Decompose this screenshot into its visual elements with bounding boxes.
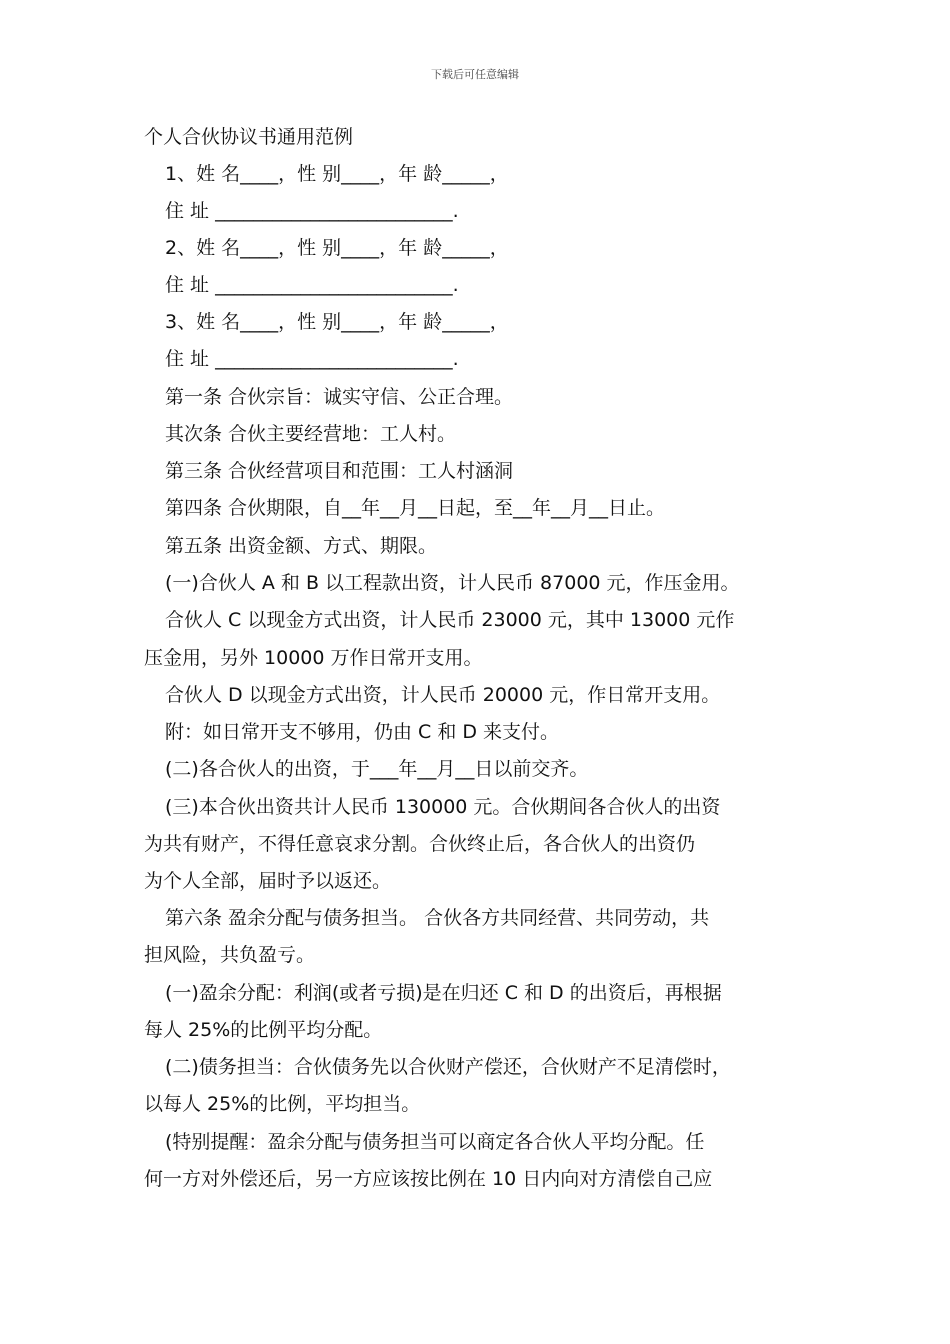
paragraph-line: 压金用，另外 10000 万作日常开支用。 [144, 647, 483, 669]
article-5-item-3: (三)本合伙出资共计人民币 130000 元。合伙期间各合伙人的出资 [165, 796, 721, 818]
header-note: 下载后可任意编辑 [431, 68, 519, 81]
article-1: 第一条 合伙宗旨：诚实守信、公正合理。 [165, 386, 514, 408]
paragraph-line: 为个人全部，届时予以返还。 [144, 870, 392, 892]
paragraph-line: 何一方对外偿还后，另一方应该按比例在 10 日内向对方清偿自己应 [144, 1168, 713, 1190]
special-reminder: (特别提醒：盈余分配与债务担当可以商定各合伙人平均分配。任 [165, 1131, 705, 1153]
partner-3-address: 住 址 _________________________. [165, 348, 459, 370]
partner-2-address: 住 址 _________________________. [165, 274, 459, 296]
article-6: 第六条 盈余分配与债务担当。 合伙各方共同经营、共同劳动，共 [165, 907, 710, 929]
document-title: 个人合伙协议书通用范例 [144, 126, 354, 148]
paragraph-line: 附：如日常开支不够用，仍由 C 和 D 来支付。 [165, 721, 560, 743]
article-5: 第五条 出资金额、方式、期限。 [165, 535, 438, 557]
article-6-item-2: (二)债务担当：合伙债务先以合伙财产偿还，合伙财产不足清偿时， [165, 1056, 731, 1078]
article-3: 第三条 合伙经营项目和范围：工人村涵洞 [165, 460, 514, 482]
partner-3-info: 3、姓 名____，性 别____，年 龄_____， [165, 311, 509, 333]
article-5-item-1: (一)合伙人 A 和 B 以工程款出资，计人民币 87000 元，作压金用。 [165, 572, 740, 594]
partner-2-info: 2、姓 名____，性 别____，年 龄_____， [165, 237, 509, 259]
paragraph-line: 合伙人 D 以现金方式出资，计人民币 20000 元，作日常开支用。 [165, 684, 721, 706]
partner-1-info: 1、姓 名____，性 别____，年 龄_____， [165, 163, 509, 185]
article-4: 第四条 合伙期限，自__年__月__日起，至__年__月__日止。 [165, 497, 666, 519]
paragraph-line: 合伙人 C 以现金方式出资，计人民币 23000 元，其中 13000 元作 [165, 609, 735, 631]
article-2: 其次条 合伙主要经营地：工人村。 [165, 423, 457, 445]
article-6-item-1: (一)盈余分配：利润(或者亏损)是在归还 C 和 D 的出资后，再根据 [165, 982, 722, 1004]
paragraph-line: 担风险，共负盈亏。 [144, 944, 316, 966]
paragraph-line: 每人 25%的比例平均分配。 [144, 1019, 383, 1041]
paragraph-line: 为共有财产，不得任意哀求分割。合伙终止后，各合伙人的出资仍 [144, 833, 696, 855]
partner-1-address: 住 址 _________________________. [165, 200, 459, 222]
paragraph-line: 以每人 25%的比例，平均担当。 [144, 1093, 421, 1115]
article-5-item-2: (二)各合伙人的出资，于___年__月__日以前交齐。 [165, 758, 589, 780]
